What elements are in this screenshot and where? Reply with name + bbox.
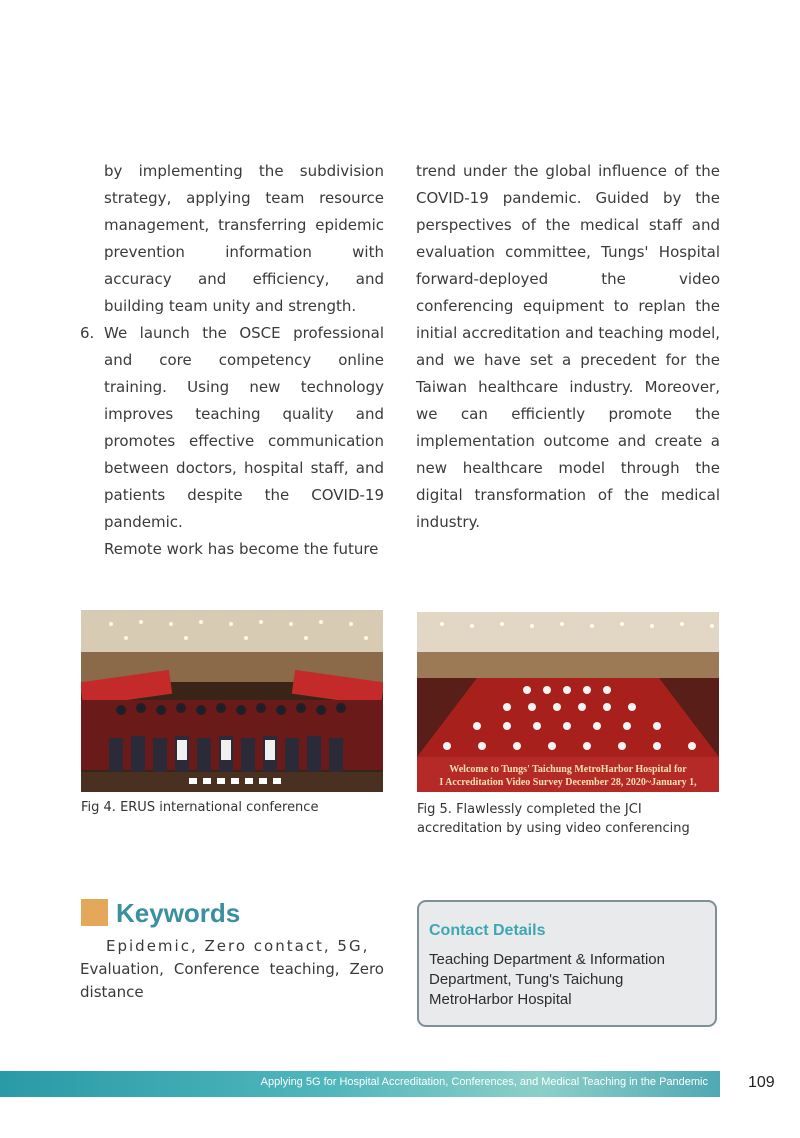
fig5-photo [417,612,719,792]
keywords-accent-square [81,899,108,926]
item-number: 6. [80,324,95,342]
fig5-banner-line2: I Accreditation Video Survey December 28, 2020~January 1, [439,777,697,788]
keywords-line-1: Epidemic, Zero contact, 5G, [106,937,370,955]
right-column [416,158,720,536]
keywords-title: Keywords [116,898,241,928]
item-6-text: We launch the OSCE professional and core competency online training. Using new technology improves teaching quality and promotes effective communication between doctors, hospital staff, and patients despite the COVID-19 pandemic. [104,324,384,531]
contact-details-box [417,900,717,1027]
fig4-caption: Fig 4. ERUS international conference [81,800,319,815]
contact-body: Teaching Department & Information Department, Tung's Taichung MetroHarbor Hospital [429,951,665,1008]
footer-bar [0,1071,720,1097]
left-paragraph-1: by implementing the subdivision strategy, applying team resource management, transferring epidemic prevention information with accuracy and efficiency, and building team unity and strength. [104,162,384,315]
left-column [80,158,384,563]
left-paragraph-remote: Remote work has become the future [104,540,379,558]
running-title: Applying 5G for Hospital Accreditation, Conferences, and Medical Teaching in the Pandemic [260,1076,708,1088]
keywords-text [80,935,384,1004]
contact-title: Contact Details [429,922,546,939]
fig4-photo [81,610,383,792]
fig5-caption: Fig 5. Flawlessly completed the JCI accreditation by using video conferencing [417,802,690,836]
right-paragraph: trend under the global influence of the COVID-19 pandemic. Guided by the perspectives of the medical staff and evaluation committee, Tungs' Hospital forward-deployed the video conferencing equipment to replan the initial accreditation and teaching model, and we have set a precedent for the Taiwan healthcare industry. Moreover, we can efficiently promote the implementation outcome and create a new healthcare model through the digital transformation of the medical industry. [416,162,720,531]
page-number: 109 [748,1074,775,1091]
keywords-line-rest: Evaluation, Conference teaching, Zero distance [80,960,384,1001]
fig5-banner-line1: Welcome to Tungs' Taichung MetroHarbor Hospital for [449,764,687,775]
numbered-item-6 [80,320,384,536]
